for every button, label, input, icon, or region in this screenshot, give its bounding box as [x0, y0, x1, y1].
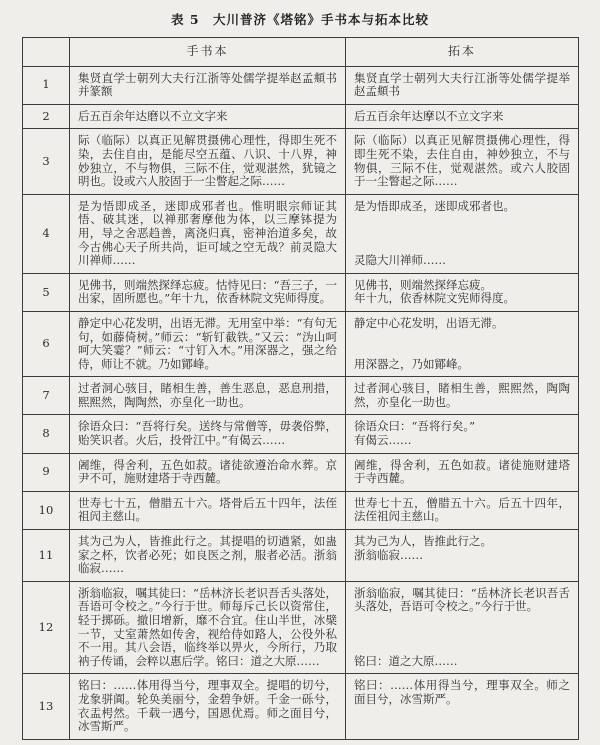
manuscript-cell — [70, 415, 346, 453]
row-number: 4 — [23, 194, 70, 273]
table-row — [23, 129, 579, 194]
manuscript-cell — [70, 104, 346, 129]
manuscript-cell — [70, 581, 346, 674]
row-number: 9 — [23, 453, 70, 491]
text-segment: 际（临际）以真正见解贯摄佛心理性，得即生死不染，去住自由，神妙独立，不与物俱，三际不住，觉观湛然。或六人胶固于一尘瞥起之际…… — [354, 133, 570, 189]
manuscript-cell — [70, 377, 346, 415]
text-segment: 见佛书，则端然探绎忘疲。怙恃见曰：“吾三子，一出家，固所愿也。”年十九，依香林院文宪师得度。 — [78, 277, 337, 306]
manuscript-cell — [70, 66, 346, 104]
rubbing-cell — [346, 311, 579, 376]
text-segment: 际（临际）以真正见解贯摄佛心理性，得即生死不染，去住自由，是能尽空五蕴、八识、十八界，神妙独立，不与物俱，三际不住，觉观湛然，犹镜之明也。设或六人胶固于一尘瞥起之际…… — [78, 133, 337, 189]
row-number: 13 — [23, 674, 70, 739]
rubbing-cell — [346, 377, 579, 415]
text-segment: 过者洞心骇目，睹相生善，熙熙然，陶陶然，亦皇化一助也。 — [354, 381, 570, 409]
rubbing-cell — [346, 194, 579, 273]
row-number: 6 — [23, 311, 70, 376]
table-row — [23, 491, 579, 529]
text-segment: 阇维，得舍利，五色如菽。诸徒施财建塔于寺西麓。 — [354, 457, 570, 486]
text-segment: 集贤直学士朝列大夫行江浙等处儒学提举赵孟頫书 — [354, 70, 570, 99]
text-segment: 徐语众曰：“吾将行矣。” — [354, 419, 476, 434]
manuscript-cell — [70, 273, 346, 311]
text-segment: 铭曰：……体用得当兮，理事双全。提唱的切兮，龙象骈阗。轮奂美丽兮，金碧争妍。千金一砾兮，衣盂枵然。千载一遇兮，国恩优焉。师之面目兮，冰雪斯严。 — [78, 678, 337, 734]
manuscript-cell — [70, 530, 346, 582]
manuscript-cell — [70, 129, 346, 194]
manuscript-cell — [70, 491, 346, 529]
table-row — [23, 273, 579, 311]
header-number-cell — [23, 38, 70, 67]
row-number: 1 — [23, 66, 70, 104]
table-row — [23, 674, 579, 739]
text-segment: 是为悟即成圣，迷即成邪者也。 — [354, 198, 515, 213]
table-row — [23, 66, 579, 104]
header-rubbing: 拓本 — [346, 38, 579, 67]
row-number: 10 — [23, 491, 70, 529]
row-number: 2 — [23, 104, 70, 129]
row-number: 3 — [23, 129, 70, 194]
text-segment: 其为己为人，皆推此行之。其提唱的切遒紧，如蛊家之杯，饮者必死；如良医之剂，服者必活。浙翁临寂…… — [78, 534, 337, 576]
table-row — [23, 104, 579, 129]
rubbing-cell — [346, 66, 579, 104]
text-segment: 铭曰：道之大原…… — [354, 653, 458, 668]
text-segment: 静定中心花发明，出语无滞。无用室中举：“有句无句，如藤倚树。”师云：“斩钉截铁。”又云：“沩山呵呵大笑霎？”师云：“寸钉入木。”用深器之，强之给侍，师让不就。乃如鄮峰。 — [78, 315, 337, 371]
text-segment: 世寿七十五，僧腊五十六。后五十四年，法侄祖闶主慈山。 — [354, 495, 570, 524]
text-segment: 阇维，得舍利，五色如菽。诸徒欲遵治命水葬。京尹不可，施财建塔于寺西麓。 — [78, 457, 337, 486]
table-body — [23, 66, 579, 739]
text-segment: 是为悟即成圣，迷即成邪者也。惟明眼宗师证其悟、破其迷，以禅那奢摩他为体，以三摩钵提为用，导之舍恶趋善，离浇归真，密神治道多矣，故今古佛心天子所共尚，讵可域之空无哉？前灵隐大川禅师…… — [78, 198, 337, 268]
table-row — [23, 453, 579, 491]
row-number: 12 — [23, 581, 70, 674]
text-segment: 静定中心花发明，出语无滞。 — [354, 315, 504, 330]
rubbing-cell — [346, 104, 579, 129]
table-row — [23, 377, 579, 415]
text-segment: 浙翁临寂…… — [354, 547, 423, 562]
rubbing-cell — [346, 674, 579, 739]
text-segment: 后五百余年达摩以不立文字来 — [354, 108, 504, 123]
rubbing-cell — [346, 415, 579, 453]
manuscript-cell — [70, 674, 346, 739]
text-segment: 世寿七十五，僧腊五十六。塔骨后五十四年，法侄祖闶主慈山。 — [78, 495, 337, 524]
text-segment: 灵隐大川禅师…… — [354, 253, 446, 268]
table-caption: 表 5 大川普济《塔铭》手书本与拓本比较 — [170, 12, 430, 27]
row-number: 8 — [23, 415, 70, 453]
rubbing-cell — [346, 453, 579, 491]
text-segment: 浙翁临寂，嘱其徒曰：“岳林济长老识吾舌头落处，吾语可令校之。”今行于世。师每斥己长以资常住，轻于掷砾。撤旧增新，靡不合宜。住山半世，冰檗一节，丈室萧然如传舍，视给侍如路人，公役外私不一用。其八会语，临终举以畀火，今所行，乃取衲子传诵，会粹以惠后学。铭曰：道之大原…… — [78, 585, 337, 668]
text-segment: 用深器之，乃如鄮峰。 — [354, 356, 469, 371]
text-segment: 过者洞心骇目，睹相生善，善生恶息，恶息刑措，熙熙然，陶陶然，亦皇化一助也。 — [78, 381, 337, 409]
manuscript-cell — [70, 194, 346, 273]
table-row — [23, 581, 579, 674]
rubbing-cell — [346, 491, 579, 529]
text-segment: 后五百余年达磨以不立文字来 — [78, 108, 228, 123]
rubbing-cell — [346, 129, 579, 194]
rubbing-cell — [346, 273, 579, 311]
text-segment: 其为己为人，皆推此行之。 — [354, 534, 492, 549]
rubbing-cell — [346, 530, 579, 582]
row-number: 7 — [23, 377, 70, 415]
rubbing-cell — [346, 581, 579, 674]
text-segment: 有偈云…… — [354, 433, 412, 448]
table-row — [23, 194, 579, 273]
table-row — [23, 415, 579, 453]
row-number: 5 — [23, 273, 70, 311]
header-manuscript: 手书本 — [70, 38, 346, 67]
table-row — [23, 530, 579, 582]
manuscript-cell — [70, 453, 346, 491]
text-segment: 集贤直学士朝列大夫行江浙等处儒学提举赵孟頫书并篆额 — [78, 70, 337, 99]
text-segment: 徐语众曰：“吾将行矣。送终与常僧等，毋袭俗弊，贻笑识者。火后，投骨江中。”有偈云…… — [78, 419, 337, 448]
manuscript-cell — [70, 311, 346, 376]
header-row — [23, 38, 579, 67]
text-segment: 浙翁临寂，嘱其徒曰：“岳林济长老识吾舌头落处，吾语可令校之。”今行于世。 — [354, 585, 570, 614]
text-segment: 见佛书，则端然探绎忘疲。 — [354, 277, 492, 292]
row-number: 11 — [23, 530, 70, 582]
table-row — [23, 311, 579, 376]
text-segment: 铭曰：……体用得当兮，理事双全。师之面目兮，冰雪斯严。 — [354, 678, 570, 706]
comparison-table — [22, 37, 579, 740]
text-segment: 年十九，依香林院文宪师得度。 — [354, 291, 515, 306]
